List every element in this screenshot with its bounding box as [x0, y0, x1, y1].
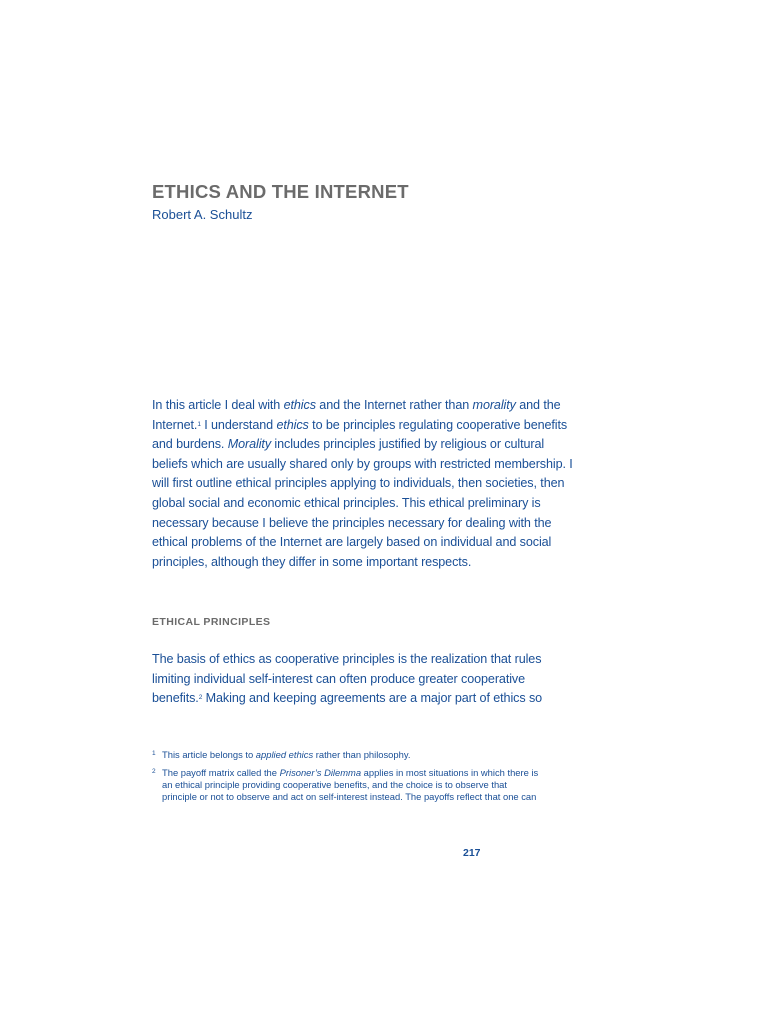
text-line: limiting individual self-interest can often produce greater cooperative	[152, 671, 526, 686]
footnote-mark: 2	[152, 768, 156, 775]
text-line: global social and economic ethical principles. This ethical preliminary is	[152, 495, 541, 510]
footnote-text: This article belongs to applied ethics rather than philosophy.	[162, 749, 411, 760]
page-number: 217	[463, 847, 481, 859]
footnote-ref-1: 1	[197, 420, 201, 428]
emphasis-morality: Morality	[227, 437, 272, 452]
text-line: principles, although they differ in some important respects.	[152, 554, 472, 569]
text-line: Internet.$^1$ I understand ethics to be principles regulating cooperative benefits	[152, 417, 568, 432]
text-line: will first outline ethical principles applying to individuals, then societies, then	[152, 476, 565, 491]
article-title: ETHICS AND THE INTERNET	[152, 181, 409, 202]
text-line: benefits.$^2$ Making and keeping agreements are a major part of ethics so	[152, 691, 543, 706]
article-author: Robert A. Schultz	[152, 207, 253, 222]
emphasis-morality: morality	[472, 398, 516, 412]
text-line: necessary because I believe the principles necessary for dealing with the	[152, 515, 552, 530]
footnote-ref-2: 2	[198, 694, 203, 702]
section-heading: ETHICAL PRINCIPLES	[152, 616, 271, 628]
text-line: beliefs which are usually shared only by groups with restricted membership. I	[152, 456, 573, 471]
text-line: The basis of ethics as cooperative principles is the realization that rules	[152, 652, 542, 666]
emphasis-ethics: ethics	[276, 417, 309, 432]
text-line: and burdens. Morality includes principles justified by religious or cultural	[152, 437, 545, 452]
footnote-2	[152, 767, 592, 803]
footnote-mark: 1	[152, 750, 156, 757]
text-line: ethical problems of the Internet are largely based on individual and social	[152, 535, 552, 550]
section-paragraph	[152, 650, 592, 709]
footnote-1	[152, 749, 592, 761]
footnote-text: The payoff matrix called the Prisoner’s Dilemma applies in most situations in which there is an ethical principle providing cooperative benefits, and the choice is to observe that principle or not to observe and act on self-interest instead. The payoffs reflect that one can	[162, 767, 539, 802]
text-line: In this article I deal with ethics and the Internet rather than morality and the	[152, 398, 561, 412]
intro-paragraph	[152, 396, 592, 572]
emphasis-ethics: ethics	[283, 398, 316, 412]
footnotes	[152, 749, 592, 809]
